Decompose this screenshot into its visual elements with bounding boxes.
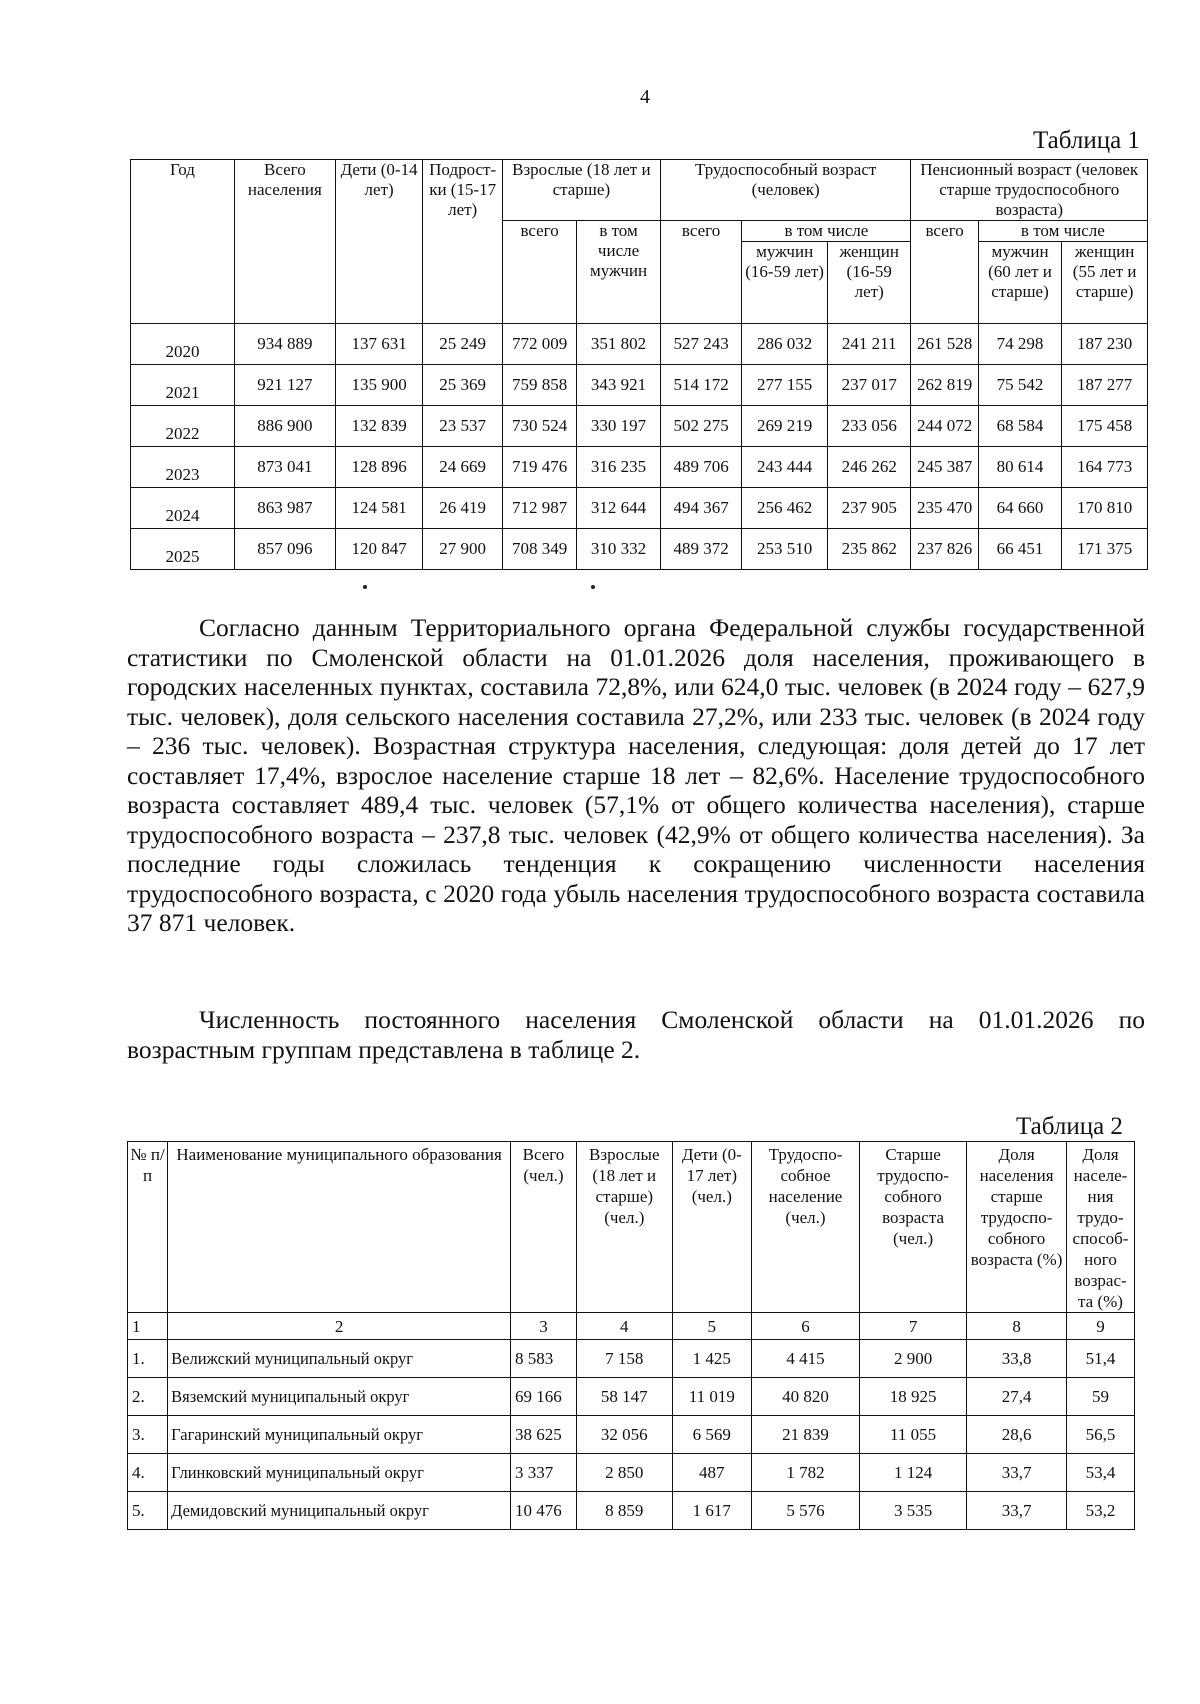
table1-cell: 514 172 xyxy=(660,365,742,406)
table1-cell: 277 155 xyxy=(742,365,828,406)
table1-row xyxy=(131,324,1148,365)
table1-cell: 286 032 xyxy=(742,324,828,365)
table2-index-cell: 7 xyxy=(860,1313,967,1340)
table1-cell: 137 631 xyxy=(335,324,423,365)
table2-cell: 27,4 xyxy=(967,1378,1067,1416)
table1-cell: 26 419 xyxy=(423,488,502,529)
table1-cell: 80 614 xyxy=(978,447,1062,488)
table2-cell: 3 337 xyxy=(511,1454,577,1492)
table1-cell: 164 773 xyxy=(1062,447,1148,488)
table1-cell: 235 470 xyxy=(911,488,978,529)
table2-cell: 1. xyxy=(128,1340,168,1378)
table1-cell: 330 197 xyxy=(577,406,661,447)
table1-cell: 66 451 xyxy=(978,529,1062,570)
col-adults: Взрослые (18 лет и старше) xyxy=(502,160,660,221)
table1-cell: 269 219 xyxy=(742,406,828,447)
table1-row xyxy=(131,406,1148,447)
table1-cell: 921 127 xyxy=(234,365,335,406)
municipality-name: Велижский муниципальный округ xyxy=(168,1340,511,1378)
table2-cell: 4 415 xyxy=(751,1340,859,1378)
table1-cell: 187 277 xyxy=(1062,365,1148,406)
table1-cell: 873 041 xyxy=(234,447,335,488)
table1-cell: 246 262 xyxy=(827,447,911,488)
table2-cell: 32 056 xyxy=(576,1416,672,1454)
col-teens: Подрост-ки (15-17 лет) xyxy=(423,160,502,324)
col-pension-incl: в том числе xyxy=(978,221,1147,242)
table1-cell: 863 987 xyxy=(234,488,335,529)
table2-cell: 28,6 xyxy=(967,1416,1067,1454)
table1-cell: 24 669 xyxy=(423,447,502,488)
table2-row xyxy=(128,1340,1135,1378)
table2-cell: 4. xyxy=(128,1454,168,1492)
table2-cell: 5 576 xyxy=(751,1492,859,1530)
table2 xyxy=(127,1141,1135,1530)
table1-cell: 886 900 xyxy=(234,406,335,447)
table2-header: Дети (0-17 лет) (чел.) xyxy=(672,1142,751,1313)
table2-cell: 21 839 xyxy=(751,1416,859,1454)
table1-cell: 27 900 xyxy=(423,529,502,570)
table2-cell: 18 925 xyxy=(860,1378,967,1416)
table2-cell: 5. xyxy=(128,1492,168,1530)
table2-row xyxy=(128,1416,1135,1454)
year-cell: 2020 xyxy=(131,324,235,365)
table2-header: Доля населе-ния трудо-способ-ного возрас-та (%) xyxy=(1067,1142,1135,1313)
table2-row xyxy=(128,1454,1135,1492)
table1-cell: 74 298 xyxy=(978,324,1062,365)
table2-cell: 33,7 xyxy=(967,1454,1067,1492)
table2-cell: 38 625 xyxy=(511,1416,577,1454)
table1-cell: 527 243 xyxy=(660,324,742,365)
table2-index-cell: 4 xyxy=(576,1313,672,1340)
table2-caption: Таблица 2 xyxy=(1016,1113,1123,1140)
table1-cell: 316 235 xyxy=(577,447,661,488)
table1-cell: 187 230 xyxy=(1062,324,1148,365)
table2-cell: 11 019 xyxy=(672,1378,751,1416)
table2-cell: 7 158 xyxy=(576,1340,672,1378)
municipality-name: Вяземский муниципальный округ xyxy=(168,1378,511,1416)
table1 xyxy=(130,159,1148,570)
table1-cell: 237 905 xyxy=(827,488,911,529)
table1-cell: 171 375 xyxy=(1062,529,1148,570)
table1-cell: 857 096 xyxy=(234,529,335,570)
table1-cell: 135 900 xyxy=(335,365,423,406)
table2-cell: 8 583 xyxy=(511,1340,577,1378)
table1-cell: 343 921 xyxy=(577,365,661,406)
table2-header: Трудоспо-собное население (чел.) xyxy=(751,1142,859,1313)
col-working-women: женщин (16-59 лет) xyxy=(827,242,911,324)
table1-cell: 237 826 xyxy=(911,529,978,570)
table2-cell: 59 xyxy=(1067,1378,1135,1416)
col-working-all: всего xyxy=(660,221,742,324)
table2-cell: 53,4 xyxy=(1067,1454,1135,1492)
table2-header: Всего (чел.) xyxy=(511,1142,577,1313)
table2-cell: 3. xyxy=(128,1416,168,1454)
table2-header: Старше трудоспо-собного возраста (чел.) xyxy=(860,1142,967,1313)
table1-cell: 256 462 xyxy=(742,488,828,529)
table1-cell: 128 896 xyxy=(335,447,423,488)
paragraph-table2-intro: Численность постоянного населения Смоленской области на 01.01.2026 по возрастным группам представлена в таблице 2. xyxy=(127,1005,1145,1064)
page-number: 4 xyxy=(640,86,650,108)
table1-cell: 494 367 xyxy=(660,488,742,529)
table1-cell: 759 858 xyxy=(502,365,576,406)
table1-cell: 25 249 xyxy=(423,324,502,365)
table2-cell: 56,5 xyxy=(1067,1416,1135,1454)
col-working-incl: в том числе xyxy=(742,221,911,242)
municipality-name: Глинковский муниципальный округ xyxy=(168,1454,511,1492)
scan-dot xyxy=(591,585,595,589)
table1-cell: 253 510 xyxy=(742,529,828,570)
table1-cell: 310 332 xyxy=(577,529,661,570)
table2-index-cell: 1 xyxy=(128,1313,168,1340)
table2-header: Доля населения старше трудоспо-собного возраста (%) xyxy=(967,1142,1067,1313)
table1-cell: 25 369 xyxy=(423,365,502,406)
col-year: Год xyxy=(131,160,235,324)
table2-cell: 40 820 xyxy=(751,1378,859,1416)
table1-cell: 719 476 xyxy=(502,447,576,488)
table1-cell: 730 524 xyxy=(502,406,576,447)
table2-row xyxy=(128,1378,1135,1416)
table2-cell: 58 147 xyxy=(576,1378,672,1416)
table1-cell: 502 275 xyxy=(660,406,742,447)
table1-cell: 312 644 xyxy=(577,488,661,529)
table2-header: Взрослые (18 лет и старше) (чел.) xyxy=(576,1142,672,1313)
year-cell: 2022 xyxy=(131,406,235,447)
table1-cell: 772 009 xyxy=(502,324,576,365)
table2-cell: 6 569 xyxy=(672,1416,751,1454)
table2-cell: 8 859 xyxy=(576,1492,672,1530)
table1-cell: 708 349 xyxy=(502,529,576,570)
table2-cell: 1 425 xyxy=(672,1340,751,1378)
year-cell: 2025 xyxy=(131,529,235,570)
table1-cell: 235 862 xyxy=(827,529,911,570)
table1-cell: 245 387 xyxy=(911,447,978,488)
table1-cell: 243 444 xyxy=(742,447,828,488)
table2-cell: 2 850 xyxy=(576,1454,672,1492)
table1-row xyxy=(131,447,1148,488)
table2-cell: 3 535 xyxy=(860,1492,967,1530)
table2-cell: 33,8 xyxy=(967,1340,1067,1378)
table2-cell: 11 055 xyxy=(860,1416,967,1454)
table2-index-cell: 9 xyxy=(1067,1313,1135,1340)
table2-index-cell: 6 xyxy=(751,1313,859,1340)
table1-cell: 244 072 xyxy=(911,406,978,447)
table1-cell: 124 581 xyxy=(335,488,423,529)
col-pension-women: женщин (55 лет и старше) xyxy=(1062,242,1148,324)
table1-cell: 351 802 xyxy=(577,324,661,365)
paragraph-urban-rural: Согласно данным Территориального органа Федеральной службы государственной статистики по Смоленской области на 01.01.2026 доля населения, проживающего в городских населенных пунктах, составила 72,8%, или 624,0 тыс. человек (в 2024 году – 627,9 тыс. человек), доля сельского населения составила 27,2%, или 233 тыс. человек (в 2024 году – 236 тыс. человек). Возрастная структура населения, следующая: доля детей до 17 лет составляет 17,4%, взрослое население старше 18 лет – 82,6%. Население трудоспособного возраста составляет 489,4 тыс. человек (57,1% от общего количества населения), старше трудоспособного возраста – 237,8 тыс. человек (42,9% от общего количества населения). За последние годы сложилась тенденция к сокращению численности населения трудоспособного возраста, с 2020 года убыль населения трудоспособного возраста составила 37 871 человек. xyxy=(127,613,1145,937)
table2-cell: 1 782 xyxy=(751,1454,859,1492)
year-cell: 2021 xyxy=(131,365,235,406)
scan-dot xyxy=(363,585,367,589)
table2-header: № п/п xyxy=(128,1142,168,1313)
table1-cell: 237 017 xyxy=(827,365,911,406)
table1-cell: 175 458 xyxy=(1062,406,1148,447)
table1-row xyxy=(131,529,1148,570)
table1-cell: 75 542 xyxy=(978,365,1062,406)
col-working-men: мужчин (16-59 лет) xyxy=(742,242,828,324)
col-children: Дети (0-14 лет) xyxy=(335,160,423,324)
table1-cell: 132 839 xyxy=(335,406,423,447)
table2-cell: 33,7 xyxy=(967,1492,1067,1530)
col-pension-all: всего xyxy=(911,221,978,324)
table2-header: Наименование муниципального образования xyxy=(168,1142,511,1313)
table2-cell: 51,4 xyxy=(1067,1340,1135,1378)
year-cell: 2023 xyxy=(131,447,235,488)
table1-cell: 261 528 xyxy=(911,324,978,365)
table1-cell: 68 584 xyxy=(978,406,1062,447)
table2-index-cell: 8 xyxy=(967,1313,1067,1340)
col-adults-men: в том числе мужчин xyxy=(577,221,661,324)
table2-cell: 1 124 xyxy=(860,1454,967,1492)
table2-index-cell: 2 xyxy=(168,1313,511,1340)
table1-cell: 170 810 xyxy=(1062,488,1148,529)
col-working: Трудоспособный возраст (человек) xyxy=(660,160,911,221)
table2-index-cell: 3 xyxy=(511,1313,577,1340)
table1-cell: 64 660 xyxy=(978,488,1062,529)
table1-cell: 241 211 xyxy=(827,324,911,365)
col-pension-men: мужчин (60 лет и старше) xyxy=(978,242,1062,324)
table2-cell: 487 xyxy=(672,1454,751,1492)
col-pension: Пенсионный возраст (человек старше трудоспособного возраста) xyxy=(911,160,1148,221)
table2-cell: 1 617 xyxy=(672,1492,751,1530)
col-total: Всего населения xyxy=(234,160,335,324)
table1-cell: 233 056 xyxy=(827,406,911,447)
table1-cell: 262 819 xyxy=(911,365,978,406)
table1-cell: 934 889 xyxy=(234,324,335,365)
col-adults-all: всего xyxy=(502,221,576,324)
table1-cell: 120 847 xyxy=(335,529,423,570)
table2-row xyxy=(128,1492,1135,1530)
table1-cell: 712 987 xyxy=(502,488,576,529)
table2-cell: 10 476 xyxy=(511,1492,577,1530)
table1-cell: 23 537 xyxy=(423,406,502,447)
table2-cell: 69 166 xyxy=(511,1378,577,1416)
table1-row xyxy=(131,488,1148,529)
table2-cell: 53,2 xyxy=(1067,1492,1135,1530)
table1-cell: 489 372 xyxy=(660,529,742,570)
table2-index-cell: 5 xyxy=(672,1313,751,1340)
table2-cell: 2. xyxy=(128,1378,168,1416)
table1-caption: Таблица 1 xyxy=(1033,127,1140,154)
table1-row xyxy=(131,365,1148,406)
table1-cell: 489 706 xyxy=(660,447,742,488)
year-cell: 2024 xyxy=(131,488,235,529)
table2-cell: 2 900 xyxy=(860,1340,967,1378)
municipality-name: Гагаринский муниципальный округ xyxy=(168,1416,511,1454)
municipality-name: Демидовский муниципальный округ xyxy=(168,1492,511,1530)
